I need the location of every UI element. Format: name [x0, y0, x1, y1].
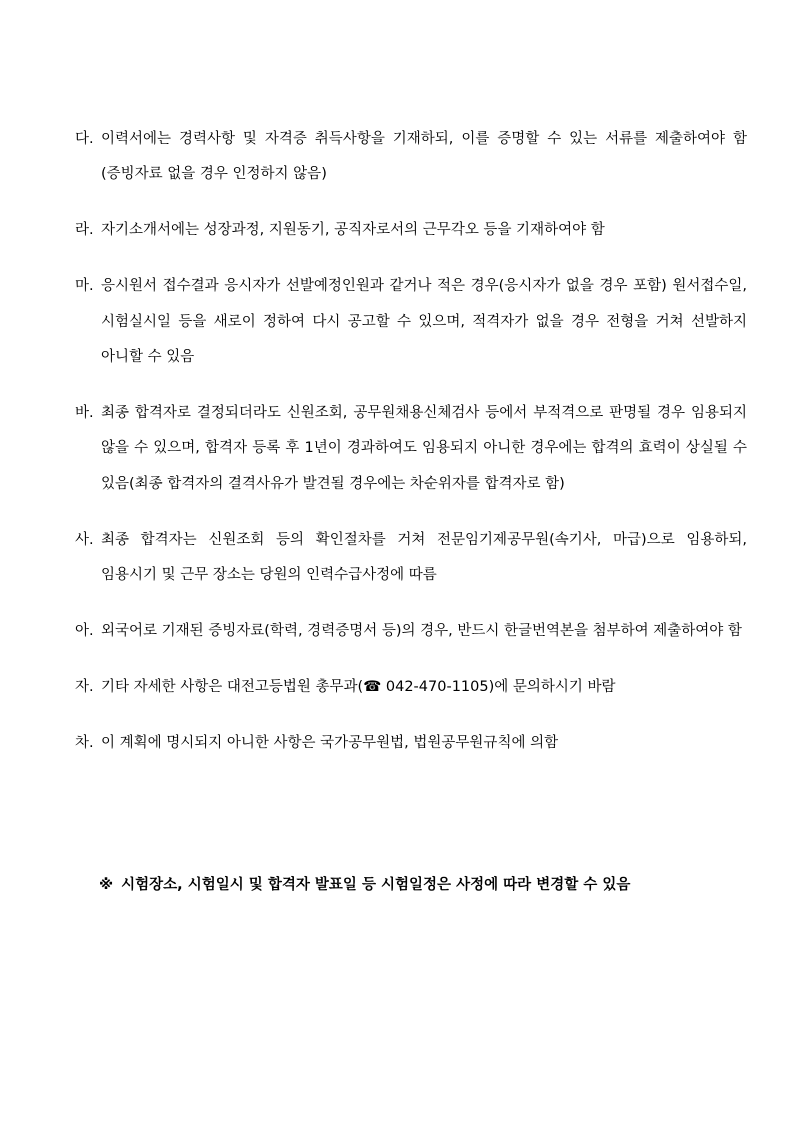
notice-text: 시험장소, 시험일시 및 합격자 발표일 등 시험일정은 사정에 따라 변경할 수 있음	[121, 877, 631, 893]
list-item	[75, 269, 747, 375]
list-item	[75, 396, 747, 502]
list-item	[75, 670, 747, 705]
item-marker: 마.	[75, 278, 94, 295]
item-marker: 다.	[75, 131, 94, 147]
list-item	[75, 614, 747, 649]
item-marker: 라.	[75, 222, 94, 239]
list-item	[75, 122, 747, 193]
list-item	[75, 523, 747, 594]
item-text: 자기소개서에는 성장과정, 지원동기, 공직자로서의 근무각오 등을 기재하여야 함	[101, 222, 605, 239]
item-marker: 사.	[75, 531, 94, 548]
list-item	[75, 213, 747, 248]
item-marker: 아.	[75, 622, 94, 639]
item-text: 이 계획에 명시되지 아니한 사항은 국가공무원법, 법원공무원규칙에 의함	[101, 734, 559, 751]
item-text: 이력서에는 경력사항 및 자격증 취득사항을 기재하되, 이를 증명할 수 있는 서류를 제출하여야 함(증빙자료 없을 경우 인정하지 않음)	[101, 131, 747, 183]
item-text: 응시원서 접수결과 응시자가 선발예정인원과 같거나 적은 경우(응시자가 없을 경우 포함) 원서접수일, 시험실시일 등을 새로이 정하여 다시 공고할 수 있으며, 적격자가 없을 경우 전형을 거쳐 선발하지 아니할 수 있음	[101, 278, 747, 366]
reference-mark-icon: ※	[99, 877, 114, 893]
list-item	[75, 726, 747, 761]
item-text: 최종 합격자는 신원조회 등의 확인절차를 거쳐 전문임기제공무원(속기사, 마급)으로 임용하되, 임용시기 및 근무 장소는 당원의 인력수급사정에 따름	[101, 531, 747, 584]
notice-item-list	[75, 122, 747, 782]
item-text: 외국어로 기재된 증빙자료(학력, 경력증명서 등)의 경우, 반드시 한글번역본을 첨부하여 제출하여야 함	[101, 622, 742, 639]
item-marker: 자.	[75, 678, 94, 695]
item-text: 기타 자세한 사항은 대전고등법원 총무과(☎ 042-470-1105)에 문의하시기 바람	[101, 678, 616, 695]
schedule-change-notice	[99, 868, 739, 903]
item-marker: 바.	[75, 404, 94, 421]
item-text: 최종 합격자로 결정되더라도 신원조회, 공무원채용신체검사 등에서 부적격으로 판명될 경우 임용되지 않을 수 있으며, 합격자 등록 후 1년이 경과하여도 임용되지 아니한 경우에는 합격의 효력이 상실될 수 있음(최종 합격자의 결격사유가 발견될 경우에는 차순위자를 합격자로 함)	[101, 404, 747, 492]
item-marker: 차.	[75, 734, 94, 751]
